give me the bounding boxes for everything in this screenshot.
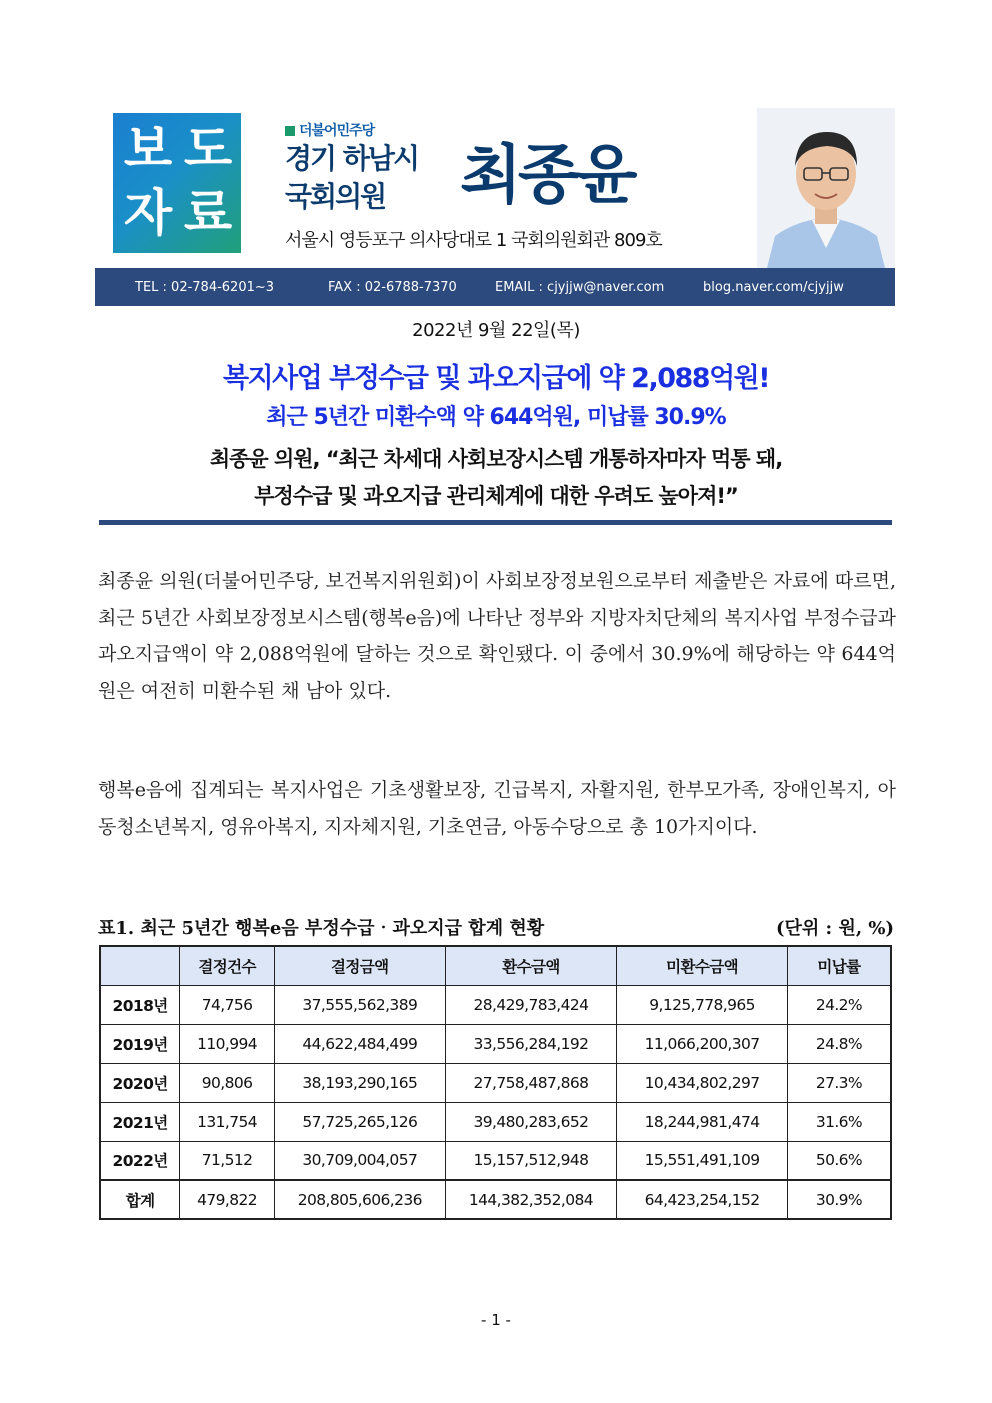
badge-char: 도 (183, 120, 231, 178)
quote-line-1: 최종윤 의원, “최근 차세대 사회보장시스템 개통하자마자 먹통 돼, (209, 447, 783, 471)
table-cell: 9,125,778,965 (617, 985, 788, 1024)
portrait-image (757, 108, 895, 268)
table-cell: 50.6% (787, 1141, 891, 1180)
member-role: 국회의원 (285, 180, 386, 213)
contact-bar (95, 268, 895, 306)
column-header: 미환수금액 (617, 946, 788, 985)
table-cell: 144,382,352,084 (445, 1180, 617, 1219)
column-header: 결정금액 (274, 946, 445, 985)
member-portrait (757, 108, 895, 268)
quote-line-2: 부정수급 및 과오지급 관리체계에 대한 우려도 높아져!” (254, 484, 738, 508)
headline: 복지사업 부정수급 및 과오지급에 약 2,088억원! (222, 363, 770, 394)
table-cell: 31.6% (787, 1102, 891, 1141)
title-divider (99, 520, 892, 525)
table-cell: 131,754 (180, 1102, 275, 1141)
table-cell: 30.9% (787, 1180, 891, 1219)
row-year: 2021년 (100, 1102, 180, 1141)
table-unit: (단위 : 원, %) (775, 918, 894, 939)
table-total-row (100, 1180, 891, 1219)
table-cell: 39,480,283,652 (445, 1102, 617, 1141)
table-cell: 11,066,200,307 (617, 1024, 788, 1063)
column-header: 결정건수 (180, 946, 275, 985)
table-cell: 27.3% (787, 1063, 891, 1102)
contact-fax: FAX : 02-6788-7370 (328, 279, 457, 295)
party-logo-icon (285, 126, 295, 136)
contact-tel: TEL : 02-784-6201~3 (135, 279, 275, 295)
badge-char: 료 (183, 184, 231, 242)
table-header-row (100, 946, 891, 985)
table-cell: 33,556,284,192 (445, 1024, 617, 1063)
row-year: 2020년 (100, 1063, 180, 1102)
column-header: 미납률 (787, 946, 891, 985)
table-cell: 15,551,491,109 (617, 1141, 788, 1180)
contact-email: EMAIL : cjyjjw@naver.com (495, 279, 665, 295)
table-cell: 30,709,004,057 (274, 1141, 445, 1180)
table-cell: 24.2% (787, 985, 891, 1024)
row-year: 2019년 (100, 1024, 180, 1063)
table-cell: 24.8% (787, 1024, 891, 1063)
table-cell: 28,429,783,424 (445, 985, 617, 1024)
table-title: 표1. 최근 5년간 행복e음 부정수급‧과오지급 합계 현황 (98, 918, 545, 939)
table-cell: 37,555,562,389 (274, 985, 445, 1024)
table-cell: 110,994 (180, 1024, 275, 1063)
page-number: - 1 - (481, 1311, 511, 1329)
table-row (100, 1063, 891, 1102)
badge-char: 자 (123, 184, 171, 242)
member-name: 최종윤 (460, 139, 634, 213)
member-region: 경기 하남시 (285, 142, 418, 175)
total-label: 합계 (100, 1180, 180, 1219)
contact-blog: blog.naver.com/cjyjjw (703, 279, 844, 295)
table-caption (98, 914, 894, 940)
row-year: 2018년 (100, 985, 180, 1024)
body-paragraph: 최종윤 의원(더불어민주당, 보건복지위원회)이 사회보장정보원으로부터 제출받은 자료에 따르면, 최근 5년간 사회보장정보시스템(행복e음)에 나타난 정부와 지방자치단체의 복지사업 부정수급과 과오지급액이 약 2,088억원에 달하는 것으로 확인됐다. 이 중에서 30.9%에 해당하는 약 644억 원은 여전히 미환수된 채 남아 있다. (98, 570, 896, 702)
column-header (100, 946, 180, 985)
release-date: 2022년 9월 22일(목) (412, 320, 580, 341)
table-row (100, 1141, 891, 1180)
table-row (100, 1024, 891, 1063)
table-row (100, 1102, 891, 1141)
body-paragraph: 행복e음에 집계되는 복지사업은 기초생활보장, 긴급복지, 자활지원, 한부모가족, 장애인복지, 아동청소년복지, 영유아복지, 지자체지원, 기초연금, 아동수당으로 총 10가지이다. (98, 779, 896, 838)
table-cell: 18,244,981,474 (617, 1102, 788, 1141)
table-cell: 57,725,265,126 (274, 1102, 445, 1141)
subheadline: 최근 5년간 미환수액 약 644억원, 미납률 30.9% (266, 405, 726, 430)
table-cell: 208,805,606,236 (274, 1180, 445, 1219)
table-cell: 71,512 (180, 1141, 275, 1180)
table-cell: 10,434,802,297 (617, 1063, 788, 1102)
office-address: 서울시 영등포구 의사당대로 1 국회의원회관 809호 (285, 230, 662, 251)
badge-char: 보 (123, 120, 171, 178)
row-year: 2022년 (100, 1141, 180, 1180)
table-cell: 38,193,290,165 (274, 1063, 445, 1102)
table-cell: 74,756 (180, 985, 275, 1024)
table-cell: 44,622,484,499 (274, 1024, 445, 1063)
press-release-badge (113, 113, 241, 253)
table-cell: 27,758,487,868 (445, 1063, 617, 1102)
table-cell: 64,423,254,152 (617, 1180, 788, 1219)
table-cell: 15,157,512,948 (445, 1141, 617, 1180)
table-cell: 479,822 (180, 1180, 275, 1219)
table-cell: 90,806 (180, 1063, 275, 1102)
column-header: 환수금액 (445, 946, 617, 985)
fraud-summary-table (99, 945, 892, 1220)
party-name: 더불어민주당 (285, 120, 374, 140)
table-row (100, 985, 891, 1024)
